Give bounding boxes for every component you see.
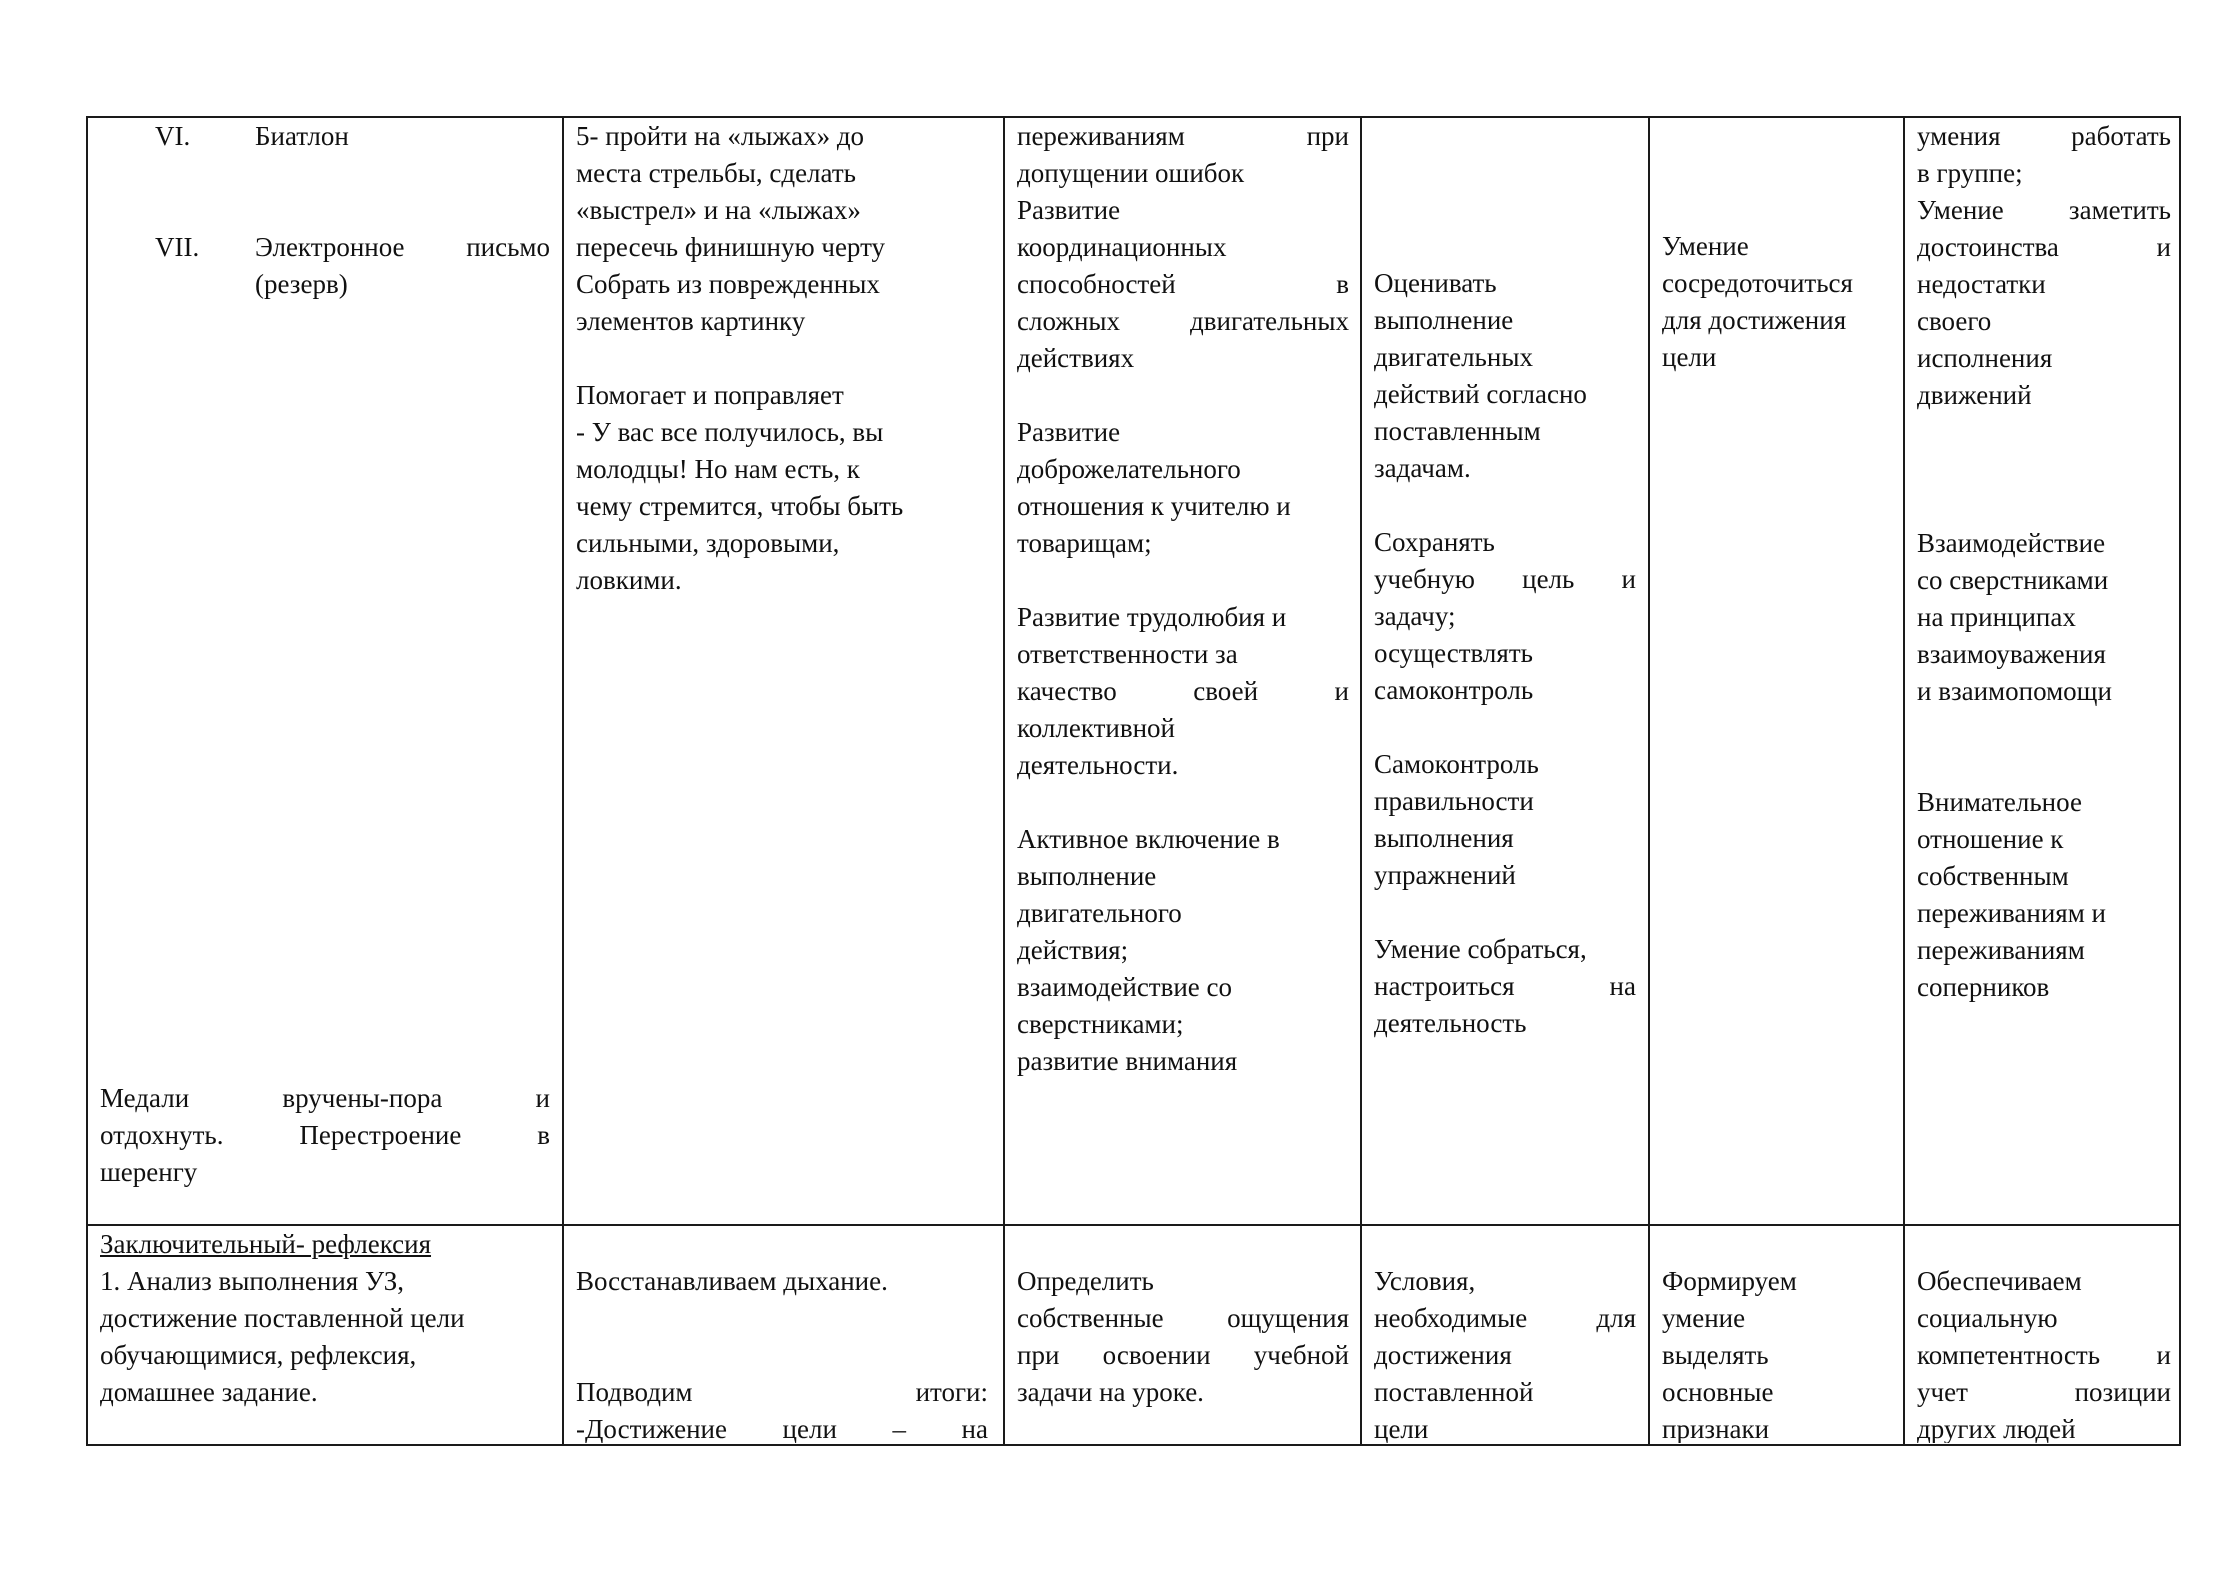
cell-line: взаимоуважения [1917,639,2106,669]
bottom-col4-cell [1374,1263,1636,1443]
cell-line [1374,709,1636,746]
cell-line: коллективной [1017,713,1175,743]
cell-line: переживаниям [1917,935,2085,965]
cell-line: сильными, здоровыми, [576,528,840,558]
cell-line [1017,784,1349,821]
cell-line: ответственности за [1017,639,1238,669]
cell-line: Определить [1017,1266,1154,1296]
cell-line: упражнений [1374,860,1516,890]
item-6 [100,118,550,155]
cell-line: самоконтроль [1374,675,1534,705]
cell-line: доброжелательного [1017,454,1241,484]
table-border-bottom [86,1444,2181,1446]
cell-line: ловкими. [576,565,682,595]
cell-line: компетентность и [1917,1340,2171,1370]
col-line-3 [1360,116,1362,1446]
cell-line: при освоении учебной [1017,1340,1349,1370]
cell-line: координационных [1017,232,1227,262]
col-line-4 [1648,116,1650,1446]
cell-line: признаки [1662,1414,1770,1443]
cell-line: 1. Анализ выполнения УЗ, [100,1266,405,1296]
cell-line: молодцы! Но нам есть, к [576,454,860,484]
cell-line: действий согласно [1374,379,1587,409]
top-col1-cell [100,118,550,1218]
cell-line: собственные ощущения [1017,1303,1349,1333]
cell-line [1017,377,1349,414]
cell-line: выделять [1662,1340,1769,1370]
cell-line: Восстанавливаем дыхание. [576,1266,888,1296]
cell-line: правильности [1374,786,1534,816]
cell-line: домашнее задание. [100,1377,318,1407]
cell-line: достижения [1374,1340,1512,1370]
top-col5-cell [1662,228,1894,628]
item-7-text-cont: (резерв) [255,269,348,299]
cell-line: допущении ошибок [1017,158,1245,188]
cell-line: задачу; [1374,601,1456,631]
top-col4-cell [1374,265,1636,1215]
cell-line: деятельность [1374,1008,1527,1038]
cell-line [576,1300,988,1337]
item-7 [100,229,550,266]
cell-line: Подводим итоги: [576,1377,988,1407]
cell-line: Развитие трудолюбия и [1017,602,1287,632]
cell-line: необходимые для [1374,1303,1636,1333]
cell-line: движений [1917,380,2032,410]
cell-line: отношение к [1917,824,2064,854]
top-col6-cell [1917,118,2171,1218]
cell-line: Развитие [1017,195,1121,225]
cell-line: элементов картинку [576,306,806,336]
item-7-cont [100,266,550,303]
cell-line: со сверстниками [1917,565,2109,595]
cell-line [1917,451,2171,488]
cell-line [576,340,988,377]
col-line-1 [562,116,564,1446]
col-line-0 [86,116,88,1446]
cell-line: выполнения [1374,823,1514,853]
cell-line: двигательных [1374,342,1533,372]
cell-line: сосредоточиться [1662,268,1853,298]
cell-line: Активное включение в [1017,824,1280,854]
item-7-number: VII. [155,232,200,262]
cell-line: Взаимодействие [1917,528,2106,558]
cell-line: Развитие [1017,417,1121,447]
cell-line: собственным [1917,861,2069,891]
cell-line: качество своей и [1017,676,1349,706]
cell-line [1374,894,1636,931]
cell-line: Умение заметить [1917,195,2171,225]
col-line-6 [2179,116,2181,1446]
cell-line: Оценивать [1374,268,1497,298]
bottom-col6-cell [1917,1263,2171,1443]
item-6-text: Биатлон [255,121,349,151]
cell-line: Условия, [1374,1266,1476,1296]
medals-text: Медали вручены-пора и отдохнуть. Перестроение в шеренгу [100,1083,550,1187]
cell-line: других людей [1917,1414,2076,1443]
top-col3-cell [1017,118,1349,1218]
item-7-text: Электронное письмо [255,232,550,262]
cell-line: действия; [1017,935,1129,965]
cell-line: пересечь финишную черту [576,232,886,262]
cell-line: переживаниям и [1917,898,2106,928]
cell-line: Умение собраться, [1374,934,1587,964]
cell-line: социальную [1917,1303,2058,1333]
cell-line [1917,747,2171,784]
cell-line: выполнение [1017,861,1157,891]
cell-line: для достижения [1662,305,1847,335]
cell-line: Собрать из поврежденных [576,269,880,299]
cell-line: выполнение [1374,305,1514,335]
cell-line [1917,710,2171,747]
cell-line: исполнения [1917,343,2053,373]
section-heading: Заключительный- рефлексия [100,1229,432,1259]
cell-line [1917,488,2171,525]
cell-line: соперников [1917,972,2050,1002]
cell-line: Самоконтроль [1374,749,1539,779]
cell-line: обучающимися, рефлексия, [100,1340,417,1370]
bottom-col2-cell [576,1263,988,1443]
cell-line: и взаимопомощи [1917,676,2112,706]
cell-line [1374,487,1636,524]
item-6-number: VI. [155,121,191,151]
col-line-2 [1003,116,1005,1446]
cell-line: товарищам; [1017,528,1152,558]
cell-line: места стрельбы, сделать [576,158,856,188]
cell-line: чему стремится, чтобы быть [576,491,904,521]
cell-line: Умение [1662,231,1749,261]
cell-line: поставленной [1374,1377,1534,1407]
cell-line: «выстрел» и на «лыжах» [576,195,861,225]
cell-line: - У вас все получилось, вы [576,417,884,447]
cell-line: сложных двигательных [1017,306,1349,336]
cell-line: двигательного [1017,898,1182,928]
cell-line: учет позиции [1917,1377,2171,1407]
cell-line: Обеспечиваем [1917,1266,2082,1296]
cell-line: настроиться на [1374,971,1636,1001]
cell-line: в группе; [1917,158,2023,188]
cell-line: умения работать [1917,121,2171,151]
cell-line: учебную цель и [1374,564,1636,594]
cell-line [576,1337,988,1374]
cell-line: задачи на уроке. [1017,1377,1204,1407]
lesson-plan-table [86,116,2181,1446]
cell-line: переживаниям при [1017,121,1349,151]
cell-line: Формируем [1662,1266,1797,1296]
bottom-col3-cell [1017,1263,1349,1443]
cell-line: -Достижение цели – на [576,1414,988,1443]
cell-line: способностей в [1017,269,1349,299]
top-col2-cell [576,118,988,1218]
cell-line: основные [1662,1377,1774,1407]
cell-line: взаимодействие со [1017,972,1233,1002]
cell-line: действиях [1017,343,1135,373]
cell-line: 5- пройти на «лыжах» до [576,121,865,151]
cell-line [1017,562,1349,599]
cell-line: задачам. [1374,453,1471,483]
cell-line: достоинства и [1917,232,2171,262]
cell-line: достижение поставленной цели [100,1303,465,1333]
cell-line: умение [1662,1303,1746,1333]
bottom-col1-cell [100,1226,550,1442]
bottom-col1-text [100,1263,550,1411]
cell-line: недостатки [1917,269,2046,299]
cell-line: отношения к учителю и [1017,491,1291,521]
cell-line: осуществлять [1374,638,1533,668]
col-line-5 [1903,116,1905,1446]
cell-line: поставленным [1374,416,1541,446]
bottom-col5-cell [1662,1263,1894,1443]
cell-line: развитие внимания [1017,1046,1238,1076]
cell-line: своего [1917,306,1992,336]
cell-line: цели [1374,1414,1429,1443]
cell-line: цели [1662,342,1717,372]
cell-line: Помогает и поправляет [576,380,844,410]
cell-line: Сохранять [1374,527,1495,557]
cell-line: на принципах [1917,602,2076,632]
cell-line: Внимательное [1917,787,2082,817]
cell-line: сверстниками; [1017,1009,1184,1039]
cell-line [1917,414,2171,451]
cell-line: деятельности. [1017,750,1179,780]
